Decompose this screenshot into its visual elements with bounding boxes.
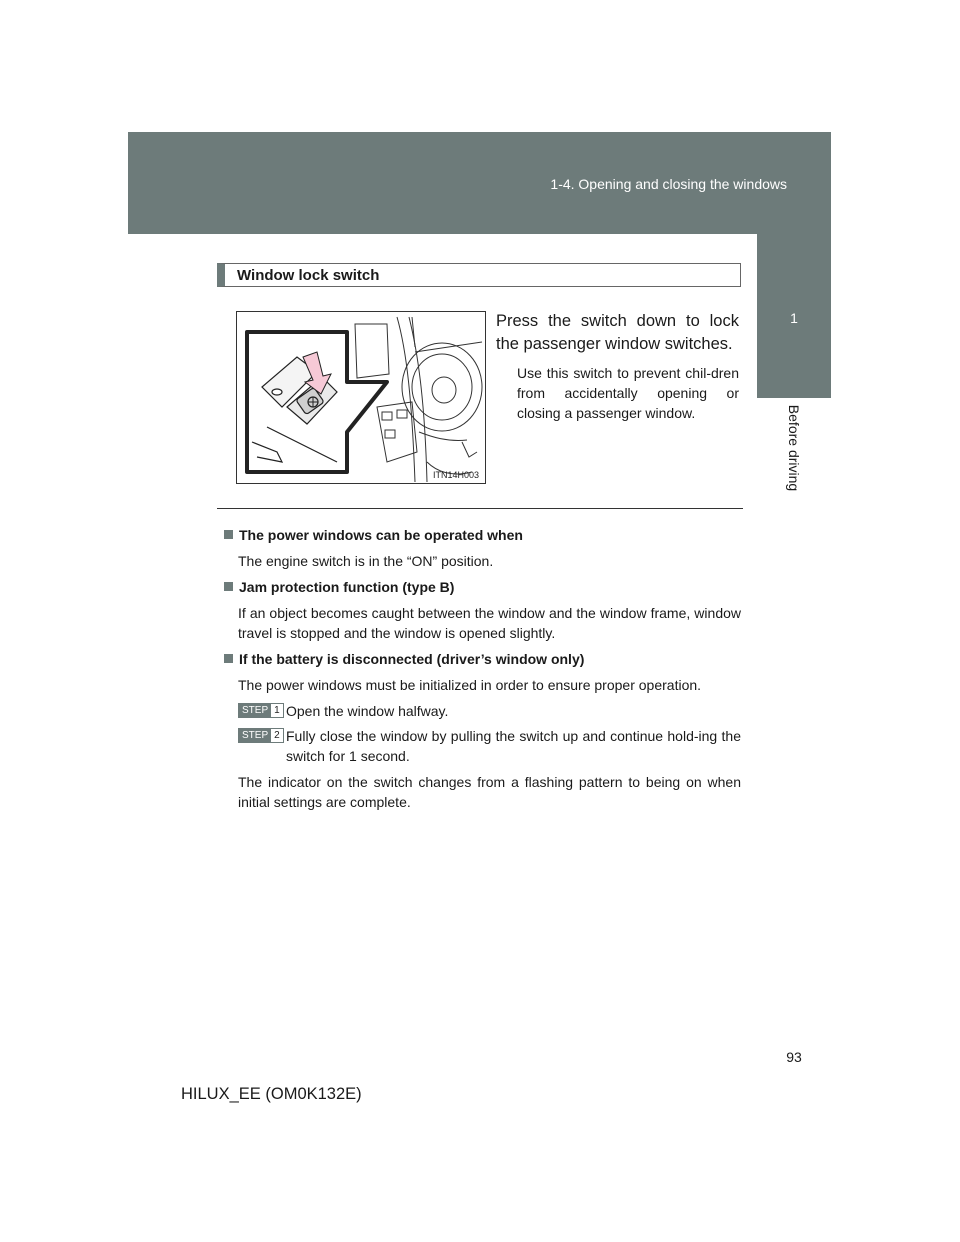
chapter-number: 1 — [790, 310, 798, 326]
figure-code: ITN14H003 — [432, 470, 479, 480]
step-badge: STEP 2 — [238, 728, 284, 743]
chapter-label: Before driving — [786, 404, 802, 492]
step-text: Open the window halfway. — [286, 703, 449, 719]
step-item — [238, 701, 741, 721]
window-lock-drawing — [237, 312, 485, 483]
page-header — [128, 132, 831, 234]
header-section-title: 1-4. Opening and closing the windows — [550, 176, 787, 192]
note-heading: If the battery is disconnected (driver’s window only) — [224, 649, 741, 669]
closing-text: The indicator on the switch changes from a flashing pattern to being on when initial settings are complete. — [238, 774, 741, 810]
section-title: Window lock switch — [237, 267, 380, 284]
step-badge: STEP 1 — [238, 703, 284, 718]
document-footer: HILUX_EE (OM0K132E) — [181, 1085, 362, 1103]
chapter-tab — [757, 234, 831, 398]
notes-section — [224, 522, 741, 818]
note-heading: The power windows can be operated when — [224, 525, 741, 545]
step-item — [238, 726, 741, 766]
instruction-note: Use this switch to prevent chil-dren from accidentally opening or closing a passenger window. — [517, 365, 739, 421]
instruction-text: Press the switch down to lock the passenger window switches. — [496, 312, 739, 353]
section-divider — [217, 508, 743, 509]
note-body: The engine switch is in the “ON” position. — [238, 553, 494, 569]
section-heading-bar — [217, 263, 741, 287]
page-number: 93 — [786, 1049, 802, 1065]
note-heading: Jam protection function (type B) — [224, 577, 741, 597]
square-bullet-icon — [224, 582, 233, 591]
square-bullet-icon — [224, 654, 233, 663]
window-lock-illustration — [236, 311, 486, 484]
square-bullet-icon — [224, 530, 233, 539]
step-text: Fully close the window by pulling the switch up and continue hold-ing the switch for 1 second. — [286, 728, 741, 764]
note-body: If an object becomes caught between the window and the window frame, window travel is stopped and the window is opened slightly. — [238, 605, 741, 641]
note-body: The power windows must be initialized in order to ensure proper operation. — [238, 677, 702, 693]
